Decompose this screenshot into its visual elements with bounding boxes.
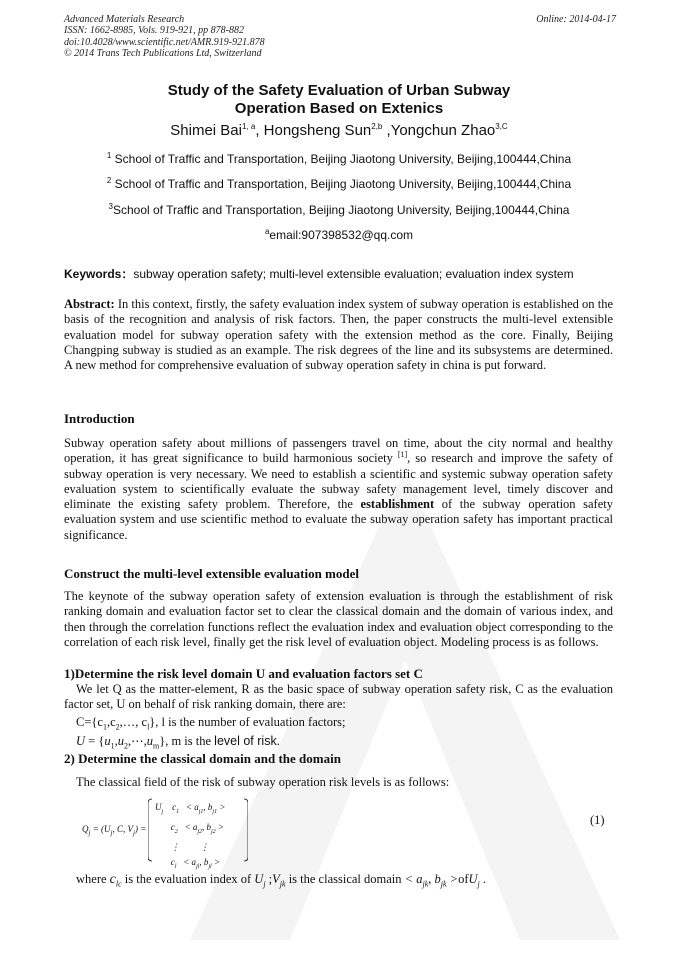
aff-text: School of Traffic and Transportation, Beijing Jiaotong University, Beijing,100444,China: [111, 152, 572, 166]
u-set-formula: U: [76, 734, 86, 748]
u-set-tail: , m is the: [165, 734, 215, 748]
intro-heading: Introduction: [64, 411, 135, 426]
online-date: Online: 2014-04-17: [536, 14, 616, 25]
intro-text: Subway operation safety about millions of passengers travel on time, about the city normal and healthy operation, it has great significance to build harmonious society: [64, 436, 613, 466]
aff-text: School of Traffic and Transportation, Beijing Jiaotong University, Beijing,100444,China: [111, 177, 572, 191]
author-sup: 2,b: [371, 122, 383, 131]
affiliation-1: [60, 152, 618, 166]
c-set-open: C={c: [76, 715, 103, 729]
equation-number: (1): [590, 813, 605, 827]
affiliation-3: [60, 203, 618, 217]
email-line: [60, 228, 618, 242]
c-set-line: $C=\{c_1,c_2,\dots$, $c_l$}, l is the number of evaluation factors;: [76, 715, 346, 732]
citation: [1]: [397, 450, 408, 460]
journal-header: [64, 14, 265, 59]
where-mid2: is the classical domain: [288, 872, 402, 886]
issn-line: ISSN: 1662-8985, Vols. 919-921, pp 878-882: [64, 25, 244, 37]
intro-text: , so research and improve the safety of subway operation is very necessary. We need to establish a scientific and systemic subway operation safety evaluation system to scientifically evaluate the subway safety management level, timely discover and eliminate the existing safety problem. Therefore, the: [64, 451, 614, 512]
aff-sup: 1: [106, 151, 112, 160]
email-text: email:907398532@qq.com: [269, 228, 414, 242]
author-name: Shimei Bai: [170, 122, 242, 139]
author-name: ,Yongchun Zhao: [382, 122, 496, 139]
step1-paragraph: We let Q as the matter-element, R as the basic space of subway operation safety risk, C as the evaluation factor set, U on behalf of risk ranking domain, there are:: [64, 682, 613, 712]
intro-bold: establishment: [360, 497, 435, 512]
where-word: where: [76, 872, 107, 886]
paper-title: [60, 82, 618, 118]
step2-paragraph: The classical field of the risk of subway operation risk levels is as follows:: [76, 775, 450, 789]
author-sup: 1, a: [241, 122, 256, 131]
where-line: where $c_{lc}$ is the evaluation index of $U_j$ $;V_{jk}$ is the classical domain < $a_{jk}$, $b_{jk} >ofU_j$ .: [76, 872, 487, 889]
doi-line: doi:10.4028/www.scientific.net/AMR.919-921.878: [64, 36, 265, 48]
authors-line: [60, 122, 618, 139]
intro-text: of the subway operation safety evaluation system and use scientific method to evaluate the subway operation safety has important practical significance.: [64, 497, 613, 542]
keywords-text: subway operation safety; multi-level extensible evaluation; evaluation index system: [133, 267, 574, 281]
c-set-tail: }, l is the number of evaluation factors;: [149, 715, 346, 729]
intro-paragraph: [64, 436, 613, 543]
keywords-label: Keywords：: [64, 267, 134, 281]
where-mid: is the evaluation index of: [124, 872, 252, 886]
aff-text: School of Traffic and Transportation, Beijing Jiaotong University, Beijing,100444,China: [112, 203, 570, 217]
abstract-text: In this context, firstly, the safety evaluation index system of subway operation is established on the basis of the recognition and analysis of risk factors. Then, the paper constructs the multi-level extensible evaluation model for subway operation safety with the extension method as the core. Finally, Beijing Changping subway is studied as an example. The risk degrees of the line and its subsystems are determined. A new method for comprehensive evaluation of subway operation safety in china is put forward.: [64, 297, 613, 373]
construct-heading: Construct the multi-level extensible evaluation model: [64, 566, 359, 581]
title-line-1: Study of the Safety Evaluation of Urban Subway: [167, 82, 511, 99]
abstract-label: Abstract:: [64, 297, 115, 311]
title-line-2: Operation Based on Extenics: [234, 100, 444, 117]
journal-name: Advanced Materials Research: [64, 14, 185, 25]
abstract: [64, 297, 613, 373]
u-set-level: level of risk: [214, 734, 277, 748]
affiliation-2: [60, 177, 618, 191]
copyright-line: © 2014 Trans Tech Publications Ltd, Switzerland: [64, 47, 262, 59]
author-sup: 3,C: [495, 122, 508, 131]
email-sup: a: [264, 227, 270, 236]
step1-heading: 1)Determine the risk level domain U and evaluation factors set C: [64, 666, 423, 681]
author-name: , Hongsheng Sun: [255, 122, 372, 139]
aff-sup: 2: [106, 176, 112, 185]
matter-element-equation: $Q_j = (U_j$, C, $V_j$) = $U_j$ $c_1 < a_{j1}$, $b_{j1}$ > $c_2 < a_{j2}$, $b_{j2}$ > ⋮ ⋮ $c_l < a_{jl}$, $b_{jl}$ >: [82, 798, 282, 862]
keywords: [64, 265, 574, 282]
u-set-line: $U = \{u_1,u_2,\cdots,u_m\}$, m is the level of risk.: [76, 734, 280, 751]
u-set-end: .: [276, 734, 280, 748]
construct-paragraph: The keynote of the subway operation safety of extension evaluation is through the establishment of risk ranking domain and evaluation factor set to clear the classical domain and the domain of various index, and then through the correlation functions reflect the evaluation index and evaluation object corresponding to the correlation of each risk level, finally get the risk level of evaluation object. Modeling process is as follows.: [64, 589, 613, 649]
where-end: of: [458, 872, 469, 886]
aff-sup: 3: [108, 202, 113, 211]
step2-heading: 2) Determine the classical domain and the domain: [64, 751, 341, 766]
